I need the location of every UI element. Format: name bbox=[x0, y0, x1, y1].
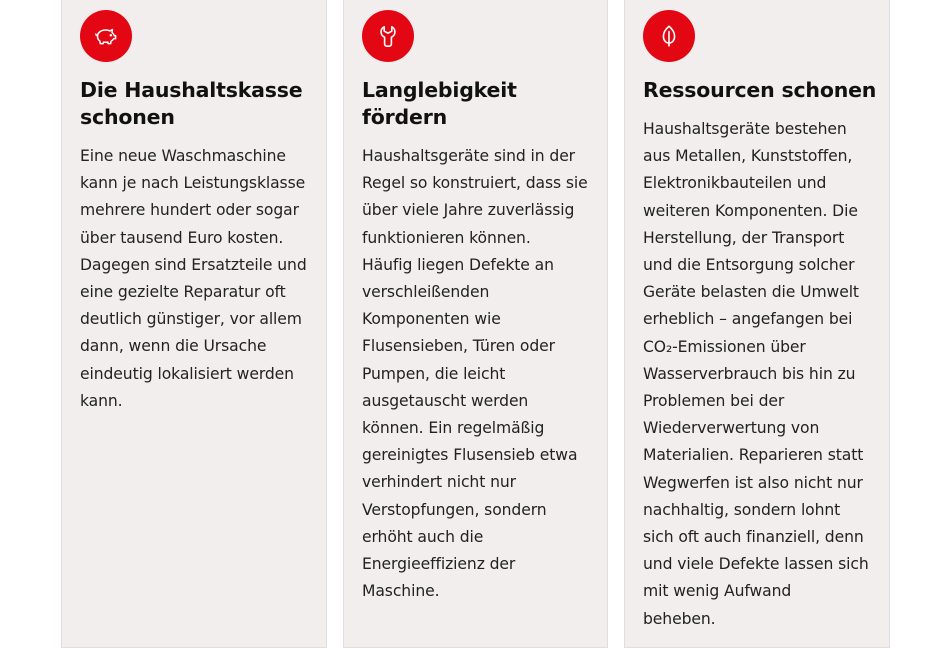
leaf-icon bbox=[643, 10, 695, 62]
card-title: Die Haushaltskasse schonen bbox=[80, 78, 303, 129]
card-resources bbox=[624, 0, 890, 648]
card-text: Eine neue Waschmaschine kann je nach Leistungsklasse mehrere hundert oder sogar über tausend Euro kosten. Dagegen sind Ersatzteile und eine gezielte Reparatur oft deutlich günstiger, vor allem dann, wenn die Ursache eindeutig lokalisiert werden kann. bbox=[80, 147, 307, 410]
card-title: Ressourcen schonen bbox=[643, 78, 877, 102]
card-text: Haushaltsgeräte bestehen aus Metallen, Kunststoffen, Elektronikbauteilen und weiteren Komponenten. Die Herstellung, der Transport und die Entsorgung solcher Geräte belasten die Umwelt erheblich – angefangen bei CO₂-Emissionen über Wasserverbrauch bis hin zu Problemen bei der Wiederverwertung von Materialien. Reparieren statt Wegwerfen ist also nicht nur nachhaltig, sondern lohnt sich oft auch finanziell, denn und viele Defekte lassen sich mit wenig Aufwand beheben. bbox=[643, 120, 869, 628]
piggy-bank-icon bbox=[80, 10, 132, 62]
card-longevity bbox=[343, 0, 608, 648]
card-title: Langlebigkeit fördern bbox=[362, 78, 517, 129]
wrench-icon bbox=[362, 10, 414, 62]
card-text: Haushaltsgeräte sind in der Regel so konstruiert, dass sie über viele Jahre zuverlässig funktionieren können. Häufig liegen Defekte an verschleißenden Komponenten wie Flusensieben, Türen oder Pumpen, die leicht ausgetauscht werden können. Ein regelmäßig gereinigtes Flusensieb etwa verhindert nicht nur Verstopfungen, sondern erhöht auch die Energieeffizienz der Maschine. bbox=[362, 147, 588, 601]
card-household-budget bbox=[61, 0, 327, 648]
